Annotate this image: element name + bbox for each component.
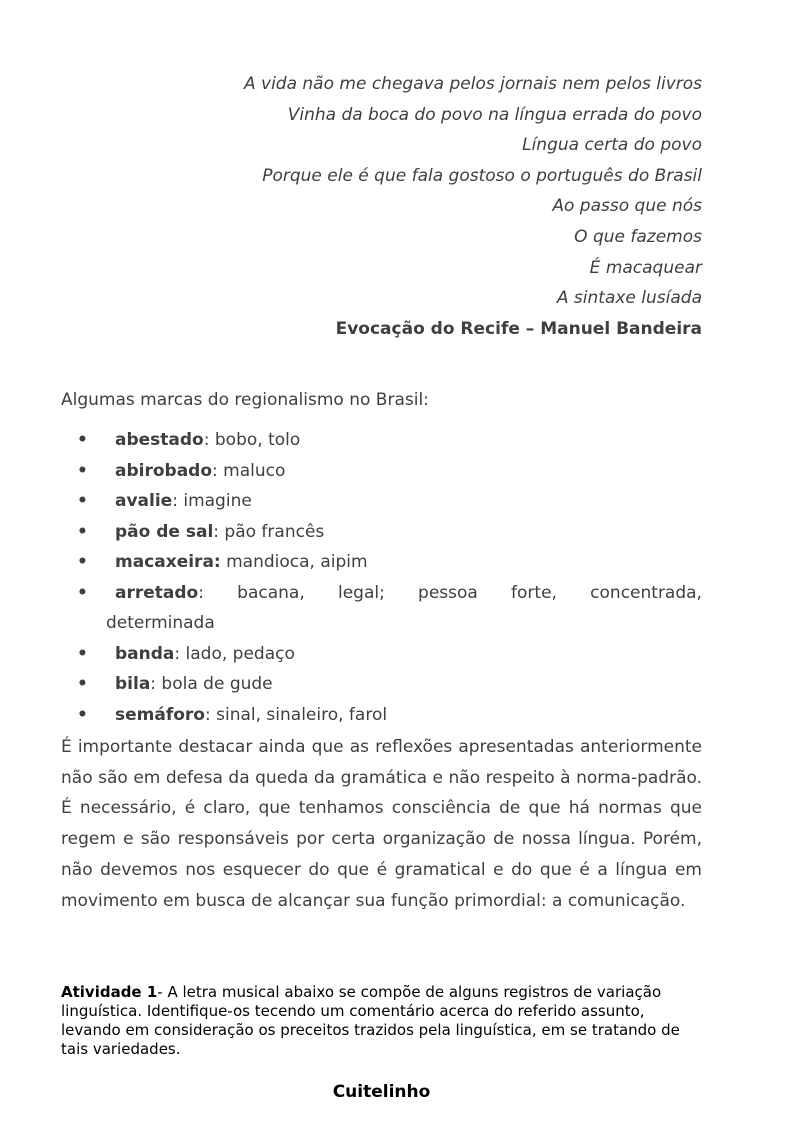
regionalism-list: [61, 425, 702, 730]
regionalism-intro: Algumas marcas do regionalismo no Brasil:: [61, 390, 429, 410]
bullet-icon: •: [77, 460, 88, 481]
poem-line: O que fazemos: [574, 226, 702, 247]
poem-source: Evocação do Recife – Manuel Bandeira: [335, 318, 702, 339]
bullet-icon: •: [77, 491, 88, 511]
bullet-icon: •: [77, 704, 88, 725]
term-meaning: mandioca, aipim: [220, 552, 368, 572]
poem-line: É macaquear: [589, 257, 702, 278]
term-separator: :: [174, 643, 181, 664]
poem-line: Vinha da boca do povo na língua errada do povo: [287, 104, 702, 125]
term-separator: :: [212, 460, 218, 481]
term-meaning: pão francês: [219, 521, 325, 542]
term-meaning-word: bacana,: [237, 582, 305, 603]
list-item: [61, 425, 702, 456]
term-meaning: imagine: [177, 491, 252, 511]
term-separator: :: [198, 582, 204, 603]
term-separator: :: [150, 674, 157, 694]
term: abirobado: [115, 460, 213, 481]
bullet-icon: •: [77, 552, 88, 572]
poem-epigraph: [61, 69, 702, 344]
term-meaning-word: pessoa: [418, 582, 478, 603]
term-meaning-word: forte,: [511, 582, 557, 603]
list-item: [61, 700, 702, 731]
bullet-icon: •: [77, 674, 88, 694]
term-meaning: lado, pedaço: [180, 643, 295, 664]
term: bila: [115, 674, 151, 694]
term-meaning-continuation: determinada: [106, 613, 215, 633]
poem-line: Ao passo que nós: [552, 196, 702, 217]
activity-prompt: [61, 983, 702, 1059]
term: arretado: [115, 582, 199, 603]
term: macaxeira:: [115, 552, 221, 572]
list-item: [61, 669, 702, 700]
term-meaning: maluco: [217, 460, 286, 481]
bullet-icon: •: [77, 430, 88, 450]
term-separator: :: [172, 491, 178, 511]
term: avalie: [115, 491, 173, 511]
term: pão de sal: [115, 521, 214, 542]
list-item: [61, 547, 702, 578]
term-separator: :: [204, 704, 211, 725]
term-meaning: bobo, tolo: [209, 430, 301, 450]
list-item-first-line: [61, 578, 702, 609]
activity-text: - A letra musical abaixo se compõe de alguns registros de variação linguística. Identifique-os tecendo um comentário acerca do referido assunto, levando em consideração os preceitos trazidos pela linguística, em se tratando de tais variedades.: [61, 983, 680, 1058]
poem-line: A sintaxe lusíada: [556, 288, 702, 309]
list-item: [61, 578, 702, 639]
list-item: [61, 486, 702, 517]
poem-line: Língua certa do povo: [522, 135, 702, 156]
term: banda: [115, 643, 175, 664]
term-meaning-word: legal;: [337, 582, 385, 603]
body-paragraph: É importante destacar ainda que as reflexões apresentadas anteriormente não são em defesa da queda da gramática e não respeito à norma-padrão. É necessário, é claro, que tenhamos consciência de que há normas que regem e são responsáveis por certa organização de nossa língua. Porém, não devemos nos esquecer do que é gramatical e do que é a língua em movimento em busca de alcançar sua função primordial: a comunicação.: [61, 737, 702, 911]
term: abestado: [115, 430, 204, 450]
bullet-icon: •: [77, 643, 88, 664]
poem-line: Porque ele é que fala gostoso o português do Brasil: [262, 165, 702, 186]
bullet-icon: •: [77, 521, 88, 542]
list-item: [61, 517, 702, 548]
poem-line: A vida não me chegava pelos jornais nem pelos livros: [243, 74, 702, 94]
list-item: [61, 456, 702, 487]
activity-label: Atividade 1: [61, 983, 158, 1001]
term-separator: :: [213, 521, 220, 542]
song-title: Cuitelinho: [332, 1082, 431, 1102]
term-with-separator: [115, 578, 204, 609]
term-meaning: sinal, sinaleiro, farol: [210, 704, 388, 725]
list-item: [61, 639, 702, 670]
term: semáforo: [115, 704, 205, 725]
term-meaning-word: concentrada,: [590, 582, 702, 603]
bullet-icon: •: [77, 582, 88, 603]
term-separator: :: [203, 430, 210, 450]
term-meaning: bola de gude: [156, 674, 273, 694]
